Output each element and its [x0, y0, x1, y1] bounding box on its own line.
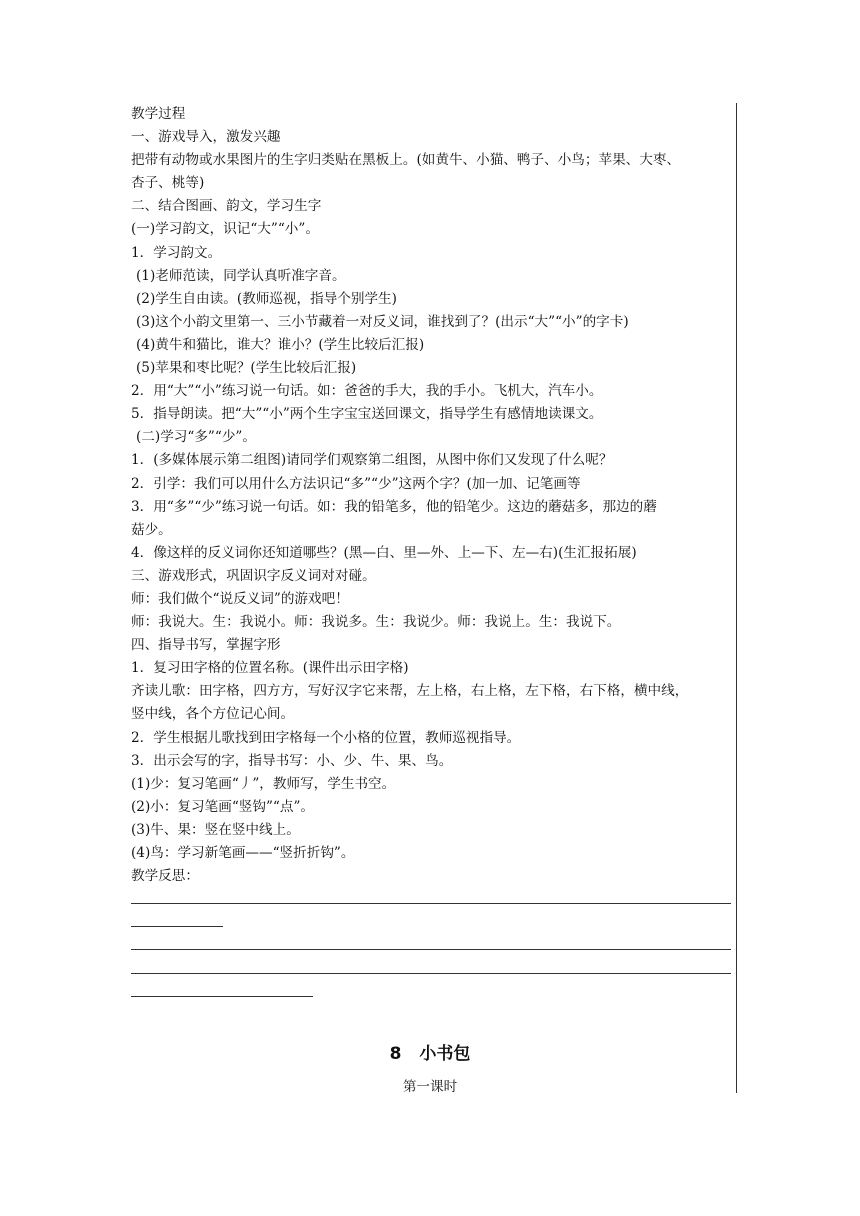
reflection-rule [131, 981, 313, 1004]
text-line: 3．出示会写的字，指导书写：小、少、牛、果、鸟。 [131, 752, 453, 769]
text-line: 教学过程 [131, 106, 186, 122]
text-line: (4)黄牛和猫比，谁大？谁小？(学生比较后汇报) [136, 336, 425, 353]
text-line: (1)老师范读，同学认真听准字音。 [136, 267, 346, 284]
reflection-label: 教学反思： [131, 868, 199, 885]
text-line: (2)小：复习笔画“竖钩”“点”。 [131, 798, 314, 815]
section-heading: 一、游戏导入，激发兴趣 [131, 129, 281, 146]
text-line: 1．学习韵文。 [131, 244, 222, 261]
reflection-rule [131, 934, 731, 957]
text-line: (一)学习韵文，识记“大”“小”。 [131, 221, 319, 238]
text-line: (1)少：复习笔画“丿”，教师写，学生书空。 [131, 775, 396, 792]
text-line: (二)学习“多”“少”。 [136, 429, 256, 446]
text-line: 菇少。 [131, 521, 172, 538]
lesson-title-text: 小书包 [419, 1044, 471, 1064]
text-line: 2．学生根据儿歌找到田字格每一个小格的位置，教师巡视指导。 [131, 729, 521, 746]
section-heading: 三、游戏形式，巩固识字反义词对对碰。 [131, 567, 376, 584]
lesson-subtitle: 第一课时 [402, 1079, 458, 1095]
text-line: 杏子、桃等) [131, 175, 205, 192]
text-line: 5．指导朗读。把“大”“小”两个生字宝宝送回课文，指导学生有感情地读课文。 [131, 406, 603, 423]
lesson-number: 8 [389, 1044, 402, 1064]
text-line: 师：我们做个“说反义词”的游戏吧！ [131, 590, 349, 607]
text-line: (3)这个小韵文里第一、三小节藏着一对反义词，谁找到了？(出示“大”“小”的字卡) [136, 313, 629, 330]
text-line: 把带有动物或水果图片的生字归类贴在黑板上。(如黄牛、小猫、鸭子、小鸟；苹果、大枣、 [131, 152, 681, 169]
text-line: 竖中线，各个方位记心间。 [131, 706, 295, 723]
reflection-rule [131, 911, 223, 934]
reflection-rule [131, 957, 731, 980]
text-line: (4)鸟：学习新笔画——“竖折折钩”。 [131, 845, 355, 861]
text-line: 4．像这样的反义词你还知道哪些？(黑—白、里—外、上—下、左—右)(生汇报拓展) [131, 544, 637, 561]
page-border-line [736, 103, 737, 1093]
section-heading: 二、结合图画、韵文，学习生字 [131, 198, 322, 215]
text-line: (2)学生自由读。(教师巡视，指导个别学生) [136, 290, 397, 307]
lesson-title [0, 1039, 860, 1064]
text-line: 2．引学：我们可以用什么方法识记“多”“少”这两个字？(加一加、记笔画等 [131, 475, 581, 492]
text-line: 3．用“多”“少”练习说一句话。如：我的铅笔多，他的铅笔少。这边的蘑菇多，那边的蘑 [131, 498, 657, 515]
text-line: 1．(多媒体展示第二组图)请同学们观察第二组图，从图中你们又发现了什么呢？ [131, 452, 613, 469]
text-line: (5)苹果和枣比呢？(学生比较后汇报) [136, 360, 357, 377]
text-line: 师：我说大。生：我说小。师：我说多。生：我说少。师：我说上。生：我说下。 [131, 614, 621, 631]
reflection-rule [131, 888, 731, 911]
text-line: 齐读儿歌：田字格，四方方，写好汉字它来帮，左上格，右上格，左下格，右下格，横中线， [131, 683, 689, 700]
text-line: 2．用“大”“小”练习说一句话。如：爸爸的手大，我的手小。飞机大，汽车小。 [131, 383, 603, 400]
document-body [131, 103, 731, 1004]
text-line: (3)牛、果：竖在竖中线上。 [131, 821, 300, 838]
text-line: 1．复习田字格的位置名称。(课件出示田字格) [131, 660, 409, 677]
section-heading: 四、指导书写，掌握字形 [131, 637, 281, 654]
